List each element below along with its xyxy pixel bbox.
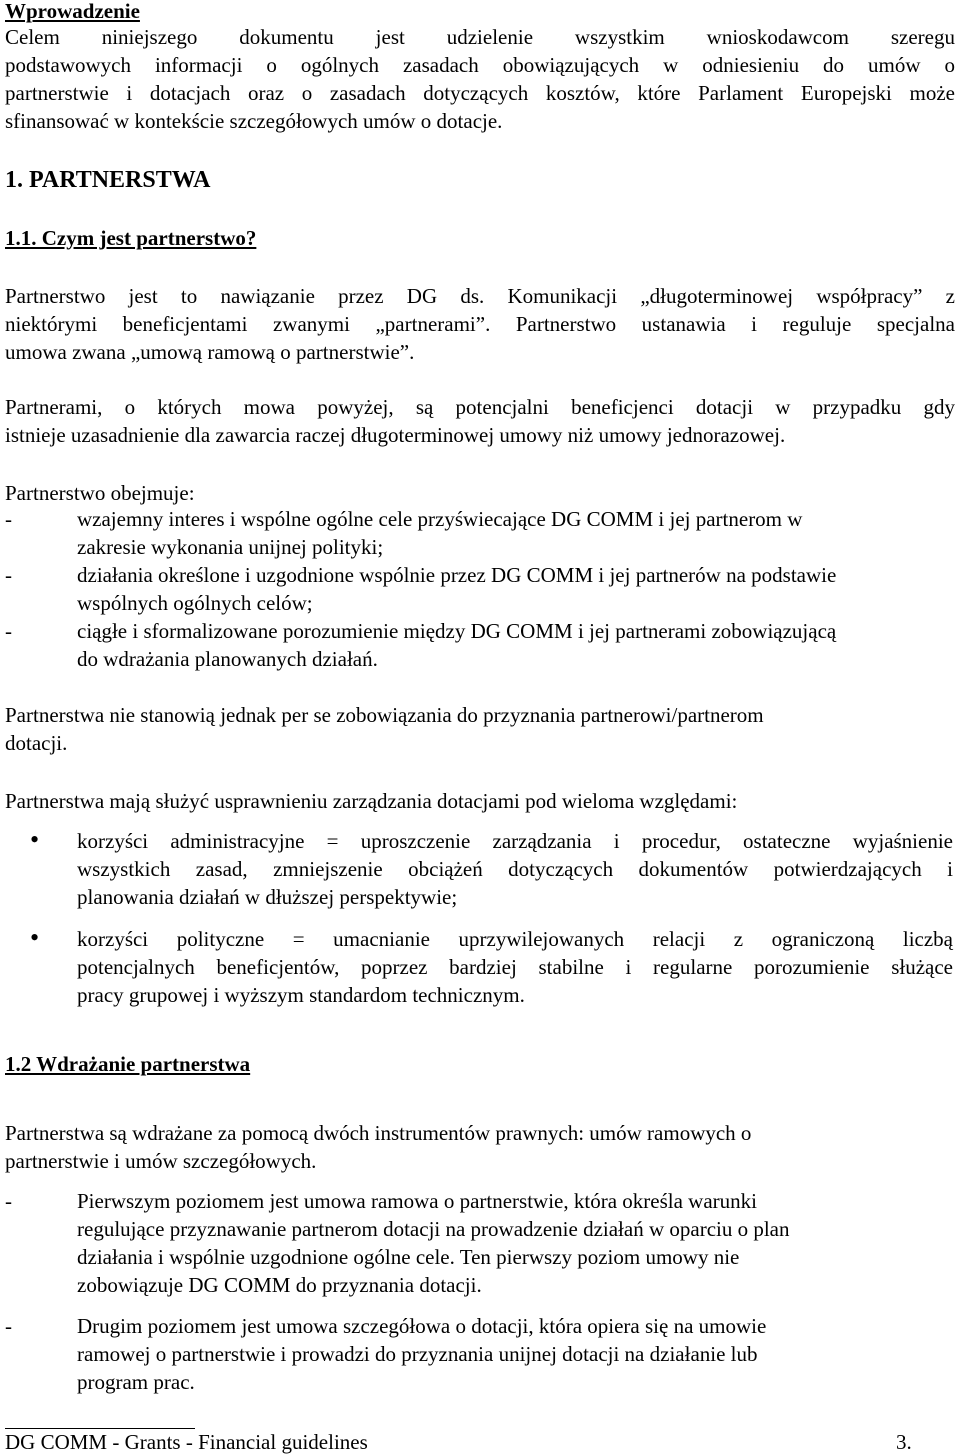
paragraph-line: dotacji.: [5, 731, 68, 755]
paragraph-line: Partnerstwo jest to nawiązanie przez DG ds. Komunikacji „długoterminowej współpracy” z: [5, 284, 955, 308]
paragraph-line: partnerstwie i umów szczegółowych.: [5, 1149, 317, 1173]
list-item-line: wzajemny interes i wspólne ogólne cele przyświecające DG COMM i jej partnerom w: [77, 507, 803, 531]
intro-line: sfinansować w kontekście szczegółowych umów o dotacje.: [5, 109, 503, 133]
bullet-marker: •: [30, 923, 40, 952]
bullet-marker: •: [30, 825, 40, 854]
paragraph-line: Partnerstwa mają służyć usprawnieniu zarządzania dotacjami pod wieloma względami:: [5, 789, 738, 813]
paragraph-line: istnieje uzasadnienie dla zawarcia raczej długoterminowej umowy niż umowy jednorazowej.: [5, 423, 786, 447]
list-label: Partnerstwo obejmuje:: [5, 481, 195, 505]
paragraph-line: niektórymi beneficjentami zwanymi „partnerami”. Partnerstwo ustanawia i reguluje specjalna: [5, 312, 955, 336]
list-item-line: Pierwszym poziomem jest umowa ramowa o partnerstwie, która określa warunki: [77, 1189, 757, 1213]
dash-marker: -: [5, 619, 12, 643]
list-item-line: program prac.: [77, 1370, 195, 1394]
paragraph-line: umowa zwana „umową ramową o partnerstwie”.: [5, 340, 415, 364]
bullet-item-line: wszystkich zasad, zmniejszenie obciążeń dotyczących dokumentów potwierdzających i: [77, 857, 953, 881]
paragraph-line: Partnerami, o których mowa powyżej, są potencjalni beneficjenci dotacji w przypadku gdy: [5, 395, 955, 419]
list-item-line: działania i wspólnie uzgodnione ogólne cele. Ten pierwszy poziom umowy nie: [77, 1245, 740, 1269]
list-item-line: regulujące przyznawanie partnerom dotacji na prowadzenie działań w oparciu o plan: [77, 1217, 790, 1241]
bullet-item-line: korzyści administracyjne = uproszczenie zarządzania i procedur, ostateczne wyjaśnienie: [77, 829, 953, 853]
subsection-title: 1.2 Wdrażanie partnerstwa: [5, 1052, 251, 1076]
bullet-item-line: potencjalnych beneficjentów, poprzez bardziej stabilne i regularne porozumienie służące: [77, 955, 953, 979]
dash-marker: -: [5, 563, 12, 587]
intro-line: Celem niniejszego dokumentu jest udzielenie wszystkim wnioskodawcom szeregu: [5, 25, 955, 49]
bullet-item-line: korzyści polityczne = umacnianie uprzywilejowanych relacji z ograniczoną liczbą: [77, 927, 953, 951]
page-number: 3.: [896, 1430, 912, 1454]
bullet-item-line: pracy grupowej i wyższym standardom technicznym.: [77, 983, 525, 1007]
footer-text: DG COMM - Grants - Financial guidelines: [5, 1430, 368, 1454]
paragraph-line: Partnerstwa nie stanowią jednak per se zobowiązania do przyznania partnerowi/partnerom: [5, 703, 764, 727]
intro-line: podstawowych informacji o ogólnych zasadach obowiązujących w odniesieniu do umów o: [5, 53, 955, 77]
dash-marker: -: [5, 507, 12, 531]
list-item-line: działania określone i uzgodnione wspólnie przez DG COMM i jej partnerów na podstawie: [77, 563, 837, 587]
bullet-item-line: planowania działań w dłuższej perspektywie;: [77, 885, 458, 909]
dash-marker: -: [5, 1189, 12, 1213]
list-item-line: Drugim poziomem jest umowa szczegółowa o dotacji, która opiera się na umowie: [77, 1314, 767, 1338]
section-title: 1. PARTNERSTWA: [5, 167, 211, 193]
list-item-line: do wdrażania planowanych działań.: [77, 647, 378, 671]
list-item-line: ramowej o partnerstwie i prowadzi do przyznania unijnej dotacji na działanie lub: [77, 1342, 758, 1366]
subsection-title: 1.1. Czym jest partnerstwo?: [5, 226, 257, 250]
paragraph-line: Partnerstwa są wdrażane za pomocą dwóch instrumentów prawnych: umów ramowych o: [5, 1121, 752, 1145]
dash-marker: -: [5, 1314, 12, 1338]
intro-line: partnerstwie i dotacjach oraz o zasadach dotyczących kosztów, które Parlament Europejski może: [5, 81, 955, 105]
list-item-line: zakresie wykonania unijnej polityki;: [77, 535, 384, 559]
list-item-line: wspólnych ogólnych celów;: [77, 591, 313, 615]
intro-heading: Wprowadzenie: [5, 0, 140, 23]
list-item-line: ciągłe i sformalizowane porozumienie między DG COMM i jej partnerami zobowiązującą: [77, 619, 837, 643]
list-item-line: zobowiązuje DG COMM do przyznania dotacji.: [77, 1273, 482, 1297]
